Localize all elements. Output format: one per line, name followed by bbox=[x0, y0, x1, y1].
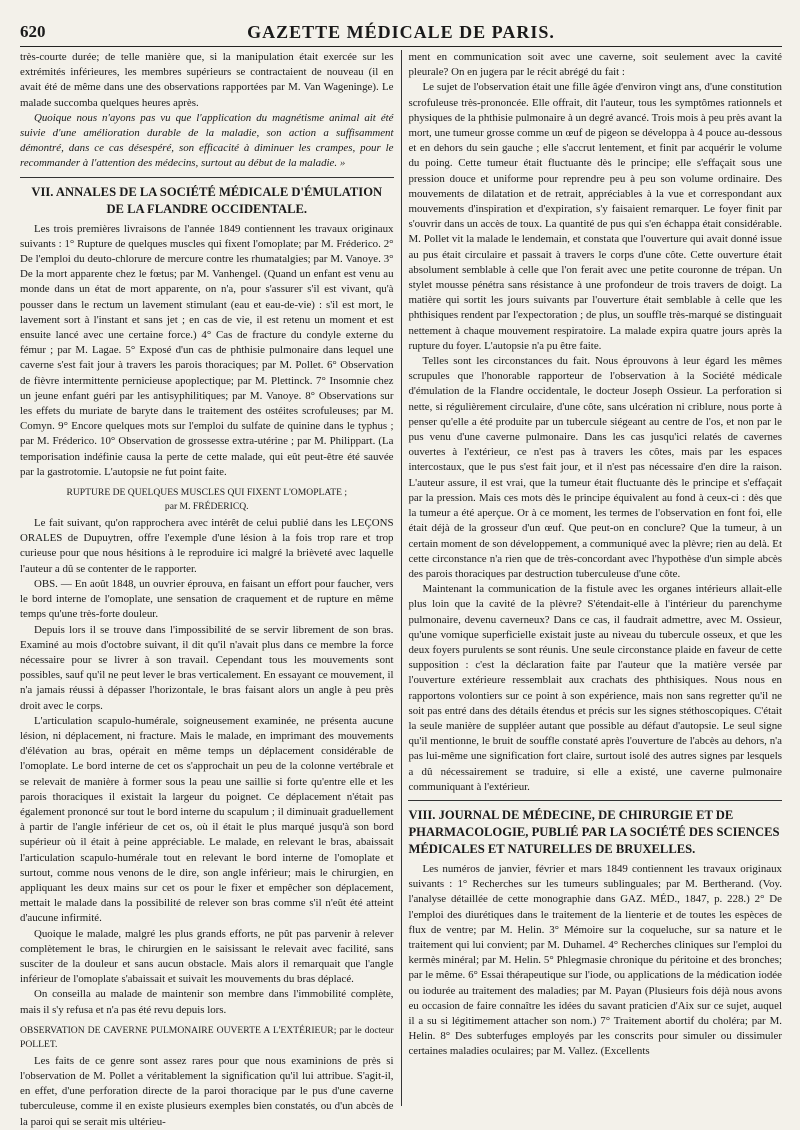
paragraph: très-courte durée; de telle manière que, si la manipulation était exercée sur les extrémités inférieures, les membres supérieurs se contractaient de nouveau (il en avait été de même dans une des observations rapportées par M. Van Wageninge). Le malade succomba quelques heures après. bbox=[20, 51, 394, 109]
section-divider bbox=[408, 800, 782, 801]
paragraph: Les numéros de janvier, février et mars 1849 contiennent les travaux originaux suivants : 1° Recherches sur les tumeurs sublinguales; par M. Bertherand. (Voy. l'analyse détaillée de cette monographie dans GAZ. MÉD., 1847, p. 228.) 2° De l'emploi des diurétiques dans le traitement de la lienterie et de toutes les espèces de flux de ventre; par M. Helin. 3° Mémoire sur la coqueluche, sur sa nature et le traitement qui lui convient; par M. Duhamel. 4° Recherches cliniques sur l'emploi du kermès minéral; par M. Helin. 5° Phlegmasie chronique du péritoine et des bronches; par le même. 6° Essai thérapeutique sur l'iode, ou applications de la médication iodée ou iodurée au traitement des maladies; par M. Payan (Plusieurs fois déjà nous avons eu occasion de faire connaître les idées du savant praticien d'Aix sur ce sujet, auquel il a su si légitimement attacher son nom.) 7° Traitement abortif du choléra; par M. Helin. 8° Des subterfuges employés par les conscrits pour simuler ou dissimuler certaines maladies oculaires; par M. Vallez. (Excellents bbox=[408, 862, 782, 1058]
paragraph: Depuis lors il se trouve dans l'impossibilité de se servir librement de son bras. Examiné au mois d'octobre suivant, il dit qu'il n'avait plus dans ce membre la force nécessaire pour se livrer à son travail. Cependant tous les mouvements sont possibles, sauf qu'il ne peut lever le bras verticalement. En essayant ce mouvement, il n'a jamais réussi à dépasser l'horizontale, le bras faisant alors un angle à peu près droit avec le corps. bbox=[20, 623, 394, 712]
paragraph: On conseilla au malade de maintenir son membre dans l'immobilité complète, mais il s'y refusa et n'a pas été revu depuis lors. bbox=[20, 988, 394, 1016]
section-heading-viii: VIII. JOURNAL DE MÉDECINE, DE CHIRURGIE ET DE PHARMACOLOGIE, PUBLIÉ PAR LA SOCIÉTÉ DES SCIENCES MÉDICALES ET NATURELLES DE BRUXELLES. bbox=[408, 807, 780, 856]
paragraph: Maintenant la communication de la fistule avec les organes intérieurs allait-elle plus loin que la cavité de la plèvre? S'étendait-elle à l'intérieur du parenchyme pulmonaire, devenu caverneux? Dans ce cas, il faudrait admettre, avec M. Ossieur, qu'une vomique superficielle existait juste au niveau du tubercule osseux, et que les deux foyers purulents se sont réunis. Une seule circonstance plaide en faveur de cette supposition : c'est la déclaration faite par l'auteur que la matière versée par l'ouverture extérieure ressemblait aux crachats des phthisiques. Nous nous en rapportons volontiers sur ce point à son expérience, mais non sans regretter qu'il ne soit pas entré dans des détails étendus et précis sur les signes stéthoscopiques. C'était la seule manière de suppléer autant que possible au défaut d'autopsie. Le seul signe qu'il mentionne, le bruit de souffle constaté après l'ouverture de l'abcès au dehors, n'a pas lui-même une signification fort claire, surtout isolé des autres signes par lesquels a dû nécessairement se traduire, si elle a existé, une caverne pulmonaire communiquant à l'extérieur. bbox=[408, 583, 782, 793]
journal-title: GAZETTE MÉDICALE DE PARIS. bbox=[247, 22, 555, 42]
italic-text: Quoique nous n'ayons pas vu que l'application du magnétisme animal ait été suivie d'une amélioration durable de la maladie, son action a suffisamment démontré, dans ce cas désespéré, son efficacité à diminuer les crampes, pour le recommander à l'attention des médecins, surtout au début de la maladie. » bbox=[20, 111, 394, 170]
header-rule bbox=[20, 46, 782, 47]
paragraph: Les trois premières livraisons de l'année 1849 contiennent les travaux originaux suivants : 1° Rupture de quelques muscles qui fixent l'omoplate; par M. Fréderico. 2° De l'emploi du deuto-chlorure de mercure contre les rhumatalgies; par M. Vanoye. 3° De la mort apparente chez le fœtus; par M. Vanhengel. (Quand un enfant est venu au monde dans un état de mort apparente, on n'a, pour s'assurer s'il est vivant, qu'à pousser dans le rectum un lavement stimulant (eau et eau-de-vie) : s'il est mort, le lavement sort à l'instant et sans jet ; en cas de vie, il est retenu un moment et est ensuite lancé avec une certaine force.) 4° Cas de fracture du condyle externe du fémur ; par M. Lagae. 5° Exposé d'un cas de phthisie pulmonaire dans lequel une caverne s'est fait jour à travers les parois thoraciques; par M. Pollet. 6° Observation de fièvre intermittente pernicieuse apoplectique; par M. Plettinck. 7° Insomnie chez un jeune enfant guéri par les antisyphilitiques; par M. Vanoye. 8° Observations sur les effets du muriate de baryte dans le traitement des ostéites scrofuleuses; par M. Comyn. 9° Encore quelques mots sur l'emploi du sulfate de quinine dans le typhus ; par M. Fréderico. 10° Observation de grossesse extra-utérine ; par M. Philippart. (La temporisation indéfinie causa la perte de cette malade, qui eût peut-être été sauvée par la gastrotomie. L'autopsie ne fut point faite. bbox=[20, 222, 394, 478]
paragraph: ment en communication soit avec une caverne, soit seulement avec la cavité pleurale? On en jugera par le récit abrégé du fait : bbox=[408, 51, 782, 79]
left-column bbox=[20, 50, 401, 1128]
paragraph: L'articulation scapulo-humérale, soigneusement examinée, ne présenta aucune lésion, ni déplacement, ni fracture. Mais le malade, en imprimant des mouvements d'élévation au bras, opérait en même temps un déplacement considérable de l'omoplate. Le bord interne de cet os s'approchait un peu de la colonne vertébrale et se relevait de manière à former sous la peau une saillie si forte qu'entre elle et les parois thoraciques il existait la largeur du poignet. Ce déplacement n'était pas également prononcé sur tout le bord interne du scapulum ; il diminuait graduellement à partir de l'angle inférieur de cet os, où il était le plus marqué jusqu'à son bord supérieur où il était à peine appréciable. Le malade, en relevant le bras, abaissait l'articulation scapulo-humérale tout en relevant le bord interne de l'omoplate et surtout, comme nous venons de le dire, son angle inférieur; mais le chirurgien, en appliquant les deux mains sur cet os pour le fixer et empêcher son déplacement, mettait le malade dans la possibilité de relever son bras comme s'il n'eût été atteint d'aucune infirmité. bbox=[20, 714, 394, 925]
heading-line: VII. ANNALES DE LA SOCIÉTÉ MÉDICALE D'ÉMULATION bbox=[31, 184, 383, 199]
page-header bbox=[20, 22, 782, 46]
section-divider bbox=[20, 177, 394, 178]
right-column bbox=[401, 50, 782, 1106]
heading-line: DE LA FLANDRE OCCIDENTALE. bbox=[106, 201, 308, 216]
subheading bbox=[20, 486, 394, 514]
paragraph: Les faits de ce genre sont assez rares pour que nous examinions de près si l'observation de M. Pollet a véritablement la signification qu'il lui attribue. S'agit-il, en effet, d'une perforation directe de la paroi thoracique par le pus d'une caverne tuberculeuse, comme il en existe plusieurs exemples bien constatés, ou d'un abcès de la paroi qui se serait mis ultérieu- bbox=[20, 1054, 394, 1128]
paragraph: OBS. — En août 1848, un ouvrier éprouva, en faisant un effort pour faucher, vers le bord interne de l'omoplate, une sensation de craquement et de rupture en même temps qu'une très-forte douleur. bbox=[20, 577, 394, 621]
paragraph: Telles sont les circonstances du fait. Nous éprouvons à leur égard les mêmes scrupules que l'honorable rapporteur de l'observation à la Société médicale d'émulation de la Flandre occidentale, le docteur Joseph Ossieur. La perforation si nette, si régulièrement circulaire, d'une côte, sans ulcération ni criblure, nous porte à penser qu'elle a été produite par un tubercule siégeant au centre de l'os, et non par le pus venu d'une caverne pulmonaire. Dans les cas jusqu'ici relatés de cavernes ouvertes à l'extérieur, ce n'est pas à travers les côtes, mais par les espaces intercostaux, que le pus s'est fait jour, et il n'est pas nécessaire d'en dire la raison. L'auteur assure, il est vrai, que la tumeur était fluctuante dès le principe et s'effaçait par la pression. Mais ces mots dès le principe équivalent au fond à ceux-ci : dès que la tumeur a été aperçue. Or à ce moment, les termes de l'observation en font foi, elle était déjà de la grosseur d'un œuf. Que peut-on en conclure? Que la tumeur, à un certain moment de son développement, a communiqué avec la plèvre; rien au delà. Et cette circonstance n'a rien que de très-concordant avec l'hypothèse d'un simple abcès des parois thoraciques par destruction tuberculeuse d'une côte. bbox=[408, 355, 782, 580]
subheading-line: par M. FRÉDERICQ. bbox=[164, 501, 249, 513]
section-heading-vii bbox=[20, 184, 394, 218]
italic-quote bbox=[20, 111, 394, 172]
paragraph: Quoique le malade, malgré les plus grands efforts, ne pût pas parvenir à relever complètement le bras, le chirurgien en le saisissant le relevait avec facilité, sans susciter de la douleur et sans aucun obstacle. Mais alors il remarquait que l'angle inférieur de l'omoplate s'abaissait et suivait les mouvements du bras déplacé. bbox=[20, 927, 394, 986]
paragraph: Le sujet de l'observation était une fille âgée d'environ vingt ans, d'une constitution scrofuleuse très-prononcée. Elle offrait, dit l'auteur, tous les symptômes rationnels et physiques de la phthisie pulmonaire à un degré avancé. Trois mois à peu près avant la mort, une tumeur grosse comme un œuf de pigeon se développa à 4 pouce au-dessous et en dehors du sein gauche ; elle s'accrut lentement, et finit par acquérir le volume du poing. Cette tumeur était fluctuante dès le principe; elle s'effaçait sous une pression douce et uniforme pour reprendre peu à peu son volume ordinaire. Des mouvements de dilatation et de retrait, appréciables à la vue et correspondant aux mouvements d'inspiration et d'expiration, s'y faisaient remarquer. Le foyer finit par s'ouvrir dans un accès de toux. La quantité de pus qui s'en échappa était considérable. M. Pollet vit la malade le lendemain, et constata que l'ouverture qui avait donné issue au pus était circulaire et passait à travers le corps d'une côte. Cette ouverture était absolument semblable à celle que l'on ferait avec une petite couronne de trépan. Un stylet mousse pénétra sans résistance à une profondeur de trois travers de doigt. La matière qui sortit les jours suivants par l'ouverture était semblable à celle que les phthisiques rendent par l'expectoration ; de plus, un souffle très-marqué se distinguait nettement à chaque mouvement respiratoire. La malade expira quatre jours après la rupture du foyer. L'autopsie n'a pu être faite. bbox=[408, 81, 782, 352]
page-number: 620 bbox=[20, 22, 46, 41]
subheading-line: RUPTURE DE QUELQUES MUSCLES QUI FIXENT L'OMOPLATE ; bbox=[66, 487, 348, 499]
subheading: OBSERVATION DE CAVERNE PULMONAIRE OUVERTE A L'EXTÉRIEUR; par le docteur POLLET. bbox=[20, 1024, 394, 1050]
text-columns bbox=[20, 50, 782, 1128]
paragraph: Le fait suivant, qu'on rapprochera avec intérêt de celui publié dans les LEÇONS ORALES de Dupuytren, offre l'exemple d'une lésion à la fois trop rare et trop curieuse pour que nous hésitions à le reproduire ici malgré la brièveté avec laquelle l'auteur a dû se contenter de le rapporter. bbox=[20, 517, 394, 575]
